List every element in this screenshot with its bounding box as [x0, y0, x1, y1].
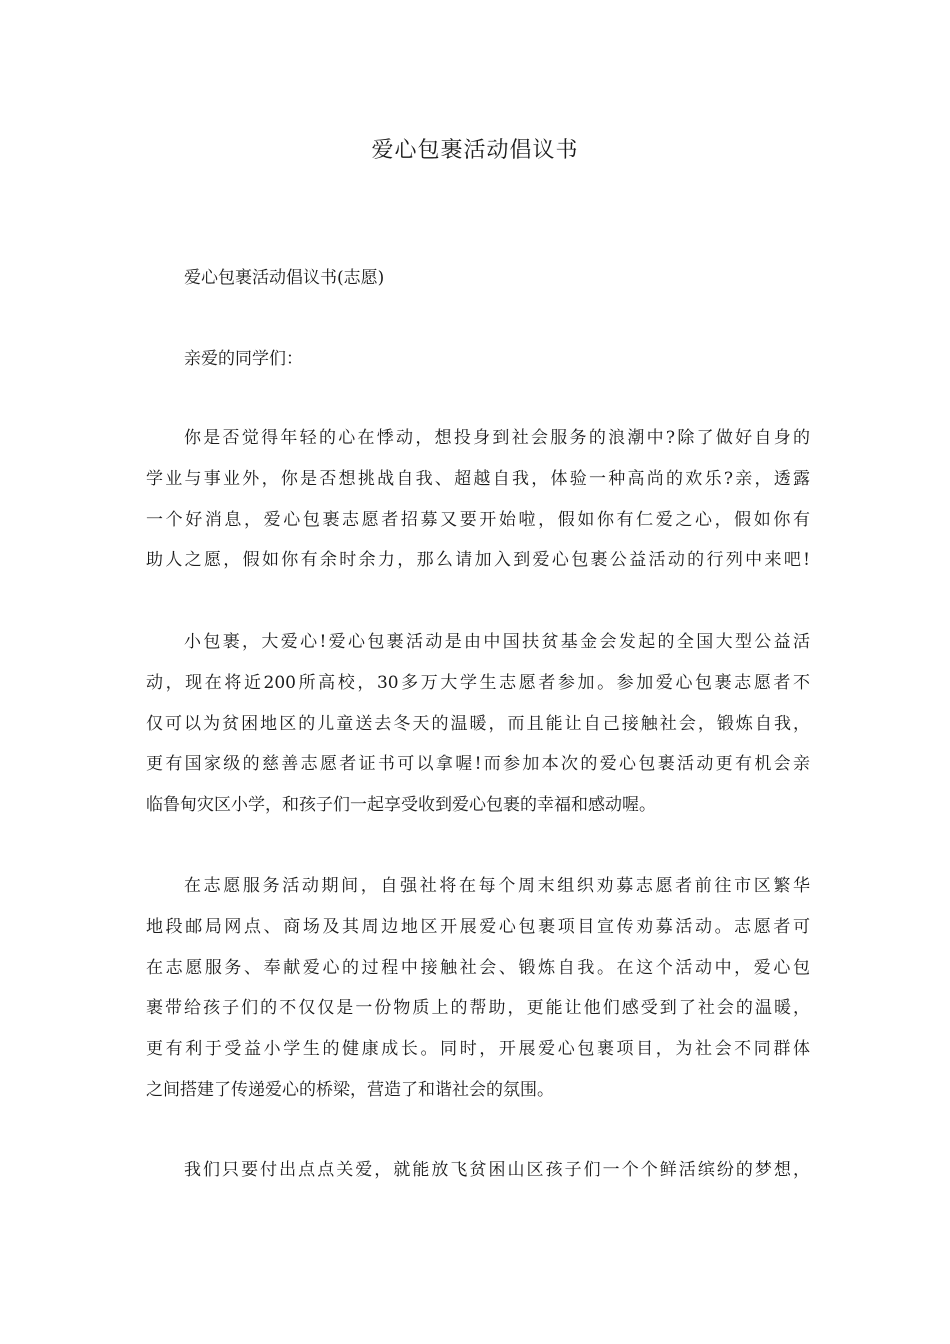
paragraph-3: [146, 866, 810, 1111]
document-title: 爱心包裹活动倡议书: [371, 138, 579, 163]
paragraph-line: 助人之愿，假如你有余时余力，那么请加入到爱心包裹公益活动的行列中来吧!: [146, 550, 810, 571]
paragraph-1: [146, 418, 810, 581]
paragraph-2: [146, 622, 810, 826]
paragraph-line: 你是否觉得年轻的心在悸动，想投身到社会服务的浪潮中?除了做好自身的: [184, 428, 810, 448]
paragraph-line: 更有国家级的慈善志愿者证书可以拿喔!而参加本次的爱心包裹活动更有机会亲: [146, 754, 810, 775]
paragraph-4: [146, 1150, 810, 1191]
greeting-line: 亲爱的同学们：: [184, 349, 303, 369]
paragraph-line: 我们只要付出点点关爱，就能放飞贫困山区孩子们一个个鲜活缤纷的梦想，: [184, 1160, 810, 1180]
paragraph-line: 之间搭建了传递爱心的桥梁，营造了和谐社会的氛围。: [146, 1079, 554, 1100]
paragraph-line: 更有利于受益小学生的健康成长。同时，开展爱心包裹项目，为社会不同群体: [146, 1039, 810, 1060]
paragraph-line: 在志愿服务活动期间，自强社将在每个周末组织劝募志愿者前往市区繁华: [184, 876, 810, 896]
paragraph-line: 裹带给孩子们的不仅仅是一份物质上的帮助，更能让他们感受到了社会的温暖，: [146, 998, 810, 1019]
paragraph-line: 地段邮局网点、商场及其周边地区开展爱心包裹项目宣传劝募活动。志愿者可: [146, 916, 810, 937]
paragraph-line: 动，现在将近200所高校，30多万大学生志愿者参加。参加爱心包裹志愿者不: [146, 672, 810, 693]
paragraph-line: 小包裹，大爱心!爱心包裹活动是由中国扶贫基金会发起的全国大型公益活: [184, 632, 810, 652]
document-subtitle: 爱心包裹活动倡议书(志愿): [184, 268, 385, 288]
paragraph-line: 仅可以为贫困地区的儿童送去冬天的温暖，而且能让自己接触社会，锻炼自我，: [146, 713, 810, 734]
paragraph-line: 学业与事业外，你是否想挑战自我、超越自我，体验一种高尚的欢乐?亲，透露: [146, 468, 810, 489]
paragraph-line: 临鲁甸灾区小学，和孩子们一起享受收到爱心包裹的幸福和感动喔。: [146, 795, 656, 816]
paragraph-line: 在志愿服务、奉献爱心的过程中接触社会、锻炼自我。在这个活动中，爱心包: [146, 957, 810, 978]
paragraph-line: 一个好消息，爱心包裹志愿者招募又要开始啦，假如你有仁爱之心，假如你有: [146, 509, 810, 530]
